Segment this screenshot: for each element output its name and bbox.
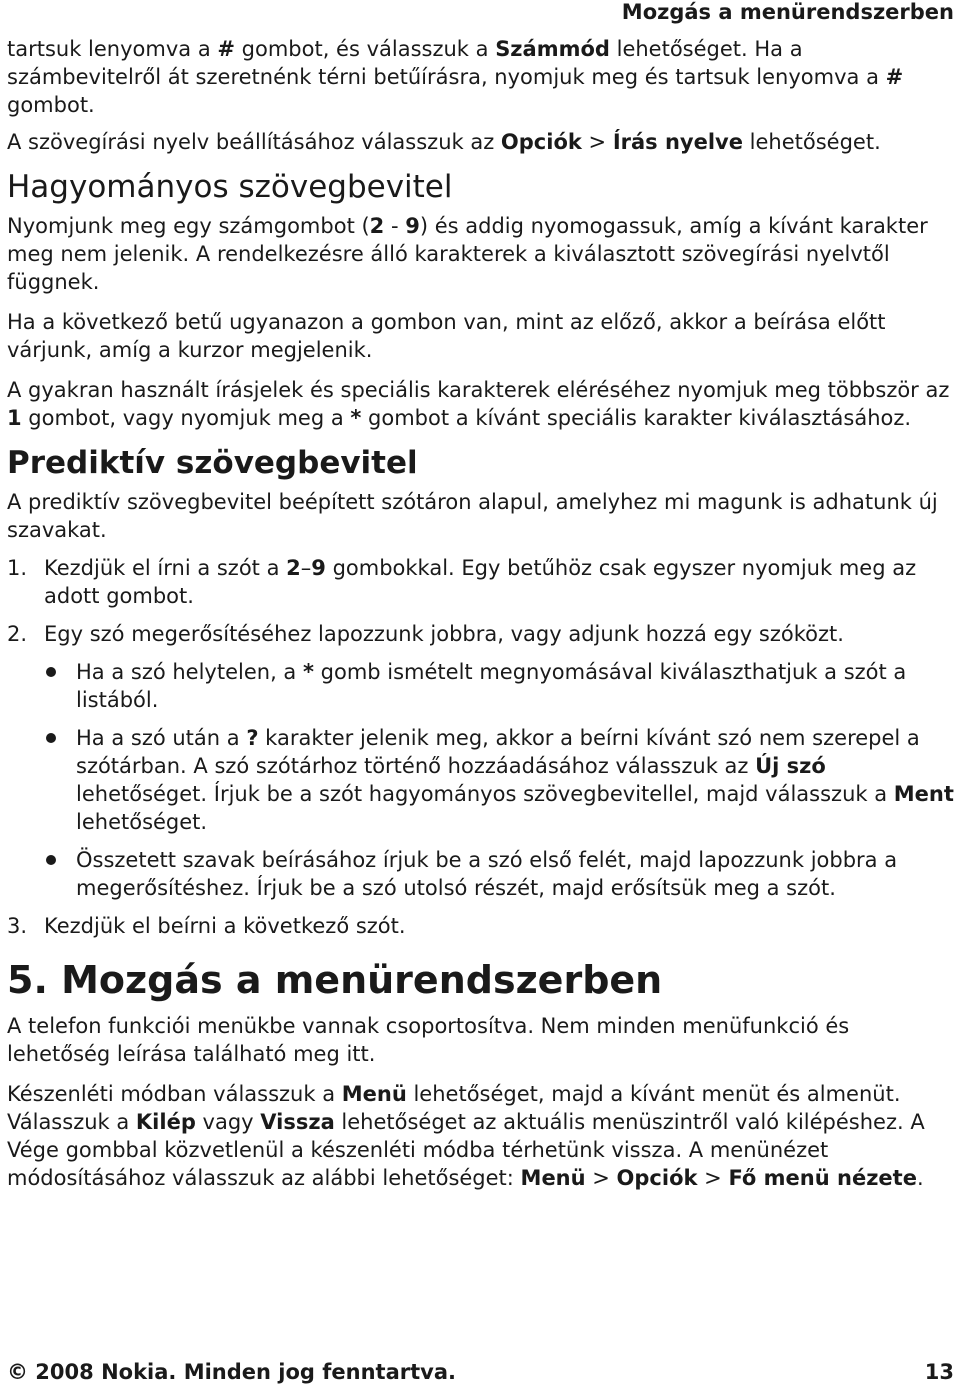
bullet-item-1 (7, 658, 955, 714)
bold-term: * (302, 660, 314, 684)
bold-term: Menü (341, 1082, 407, 1106)
intro-paragraph-1 (7, 35, 955, 119)
text-run: – (300, 556, 312, 580)
text-run: karakter jelenik meg, akkor a beírni kívánt szó nem szerepel a szótárban. A szó szótárhoz történő hozzáadásához válasszuk az (76, 726, 920, 778)
text-run: gombot, és válasszuk a (234, 37, 496, 61)
step-1 (7, 554, 955, 610)
bold-term: 9 (405, 214, 420, 238)
bullet-text (76, 726, 954, 834)
text-run: Összetett szavak beírásához írjuk be a szó első felét, majd lapozzunk jobbra a megerősítéshez. Írjuk be a szó utolsó részét, majd erősítsük meg a szót. (76, 848, 898, 900)
text-run: ) és addig nyomogassuk, amíg a kívánt karakter meg nem jelenik. A rendelkezésre álló karakterek a kiválasztott szövegírási nyelvtől függnek. (7, 214, 928, 294)
text-run: lehetőséget. Ha a számbevitelről át szeretnénk térni betűírásra, nyomjuk meg és tartsuk lenyomva a (7, 37, 886, 89)
bold-term: 2 (369, 214, 385, 238)
section-title-predictive: Prediktív szövegbevitel (7, 445, 418, 481)
text-run: tartsuk lenyomva a (7, 37, 218, 61)
text-run: vagy (195, 1110, 261, 1134)
bullet-dot-icon (46, 667, 56, 677)
step-text (44, 556, 916, 608)
section-title-traditional: Hagyományos szövegbevitel (7, 169, 453, 205)
text-run: - (384, 214, 406, 238)
step-2 (7, 620, 955, 648)
copyright-text: © 2008 Nokia. Minden jog fenntartva. (7, 1360, 456, 1384)
step-number: 2. (7, 622, 28, 646)
text-run: Kezdjük el írni a szót a (44, 556, 287, 580)
chapter-paragraph-1 (7, 1012, 955, 1068)
text-run: . (916, 1166, 924, 1190)
page-footer (7, 1359, 954, 1385)
bullet-item-2 (7, 724, 955, 836)
bold-term: 9 (311, 556, 326, 580)
bold-term: Írás nyelve (612, 130, 743, 154)
text-run: lehetőséget. (742, 130, 881, 154)
bold-term: Kilép (135, 1110, 196, 1134)
text-run: A gyakran használt írásjelek és speciális karakterek eléréséhez nyomjuk meg többször az (7, 378, 950, 402)
bullet-text (76, 848, 897, 900)
text-run: A szövegírási nyelv beállításához válasszuk az (7, 130, 501, 154)
bullet-dot-icon (46, 855, 56, 865)
traditional-paragraph-3 (7, 376, 955, 432)
text-run: Ha a szó után a (76, 726, 247, 750)
predictive-paragraph-1 (7, 488, 955, 544)
text-run: lehetőséget. (76, 810, 208, 834)
traditional-paragraph-2 (7, 308, 955, 364)
bold-term: Opciók (616, 1166, 698, 1190)
bold-term: Vissza (260, 1110, 335, 1134)
running-header: Mozgás a menürendszerben (621, 0, 954, 24)
chapter-title: 5. Mozgás a menürendszerben (7, 958, 663, 1002)
step-text (44, 914, 406, 938)
bullet-dot-icon (46, 733, 56, 743)
text-run: Ha a következő betű ugyanazon a gombon van, mint az előző, akkor a beírása előtt várjunk, amíg a kurzor megjelenik. (7, 310, 886, 362)
text-run: > (697, 1166, 729, 1190)
text-run: > (585, 1166, 617, 1190)
bold-term: ? (246, 726, 259, 750)
intro-paragraph-2 (7, 128, 955, 156)
text-run: Ha a szó helytelen, a (76, 660, 303, 684)
text-run: lehetőséget. Írjuk be a szót hagyományos szövegbevitellel, majd válasszuk a (76, 782, 894, 806)
bullet-item-3 (7, 846, 955, 902)
bold-term: Ment (893, 782, 954, 806)
bullet-text (76, 660, 906, 712)
text-run: Kezdjük el beírni a következő szót. (44, 914, 406, 938)
text-run: lehetőséget, majd a kívánt menüt és almenüt. Válasszuk a (7, 1082, 901, 1134)
text-run: gombot. (7, 93, 95, 117)
step-text (44, 622, 844, 646)
traditional-paragraph-1 (7, 212, 955, 296)
step-number: 3. (7, 914, 28, 938)
bold-term: Új szó (755, 754, 826, 778)
bold-term: Opciók (500, 130, 582, 154)
text-run: gombot, vagy nyomjuk meg a (21, 406, 351, 430)
text-run: A telefon funkciói menükbe vannak csoportosítva. Nem minden menüfunkció és lehetőség leírása található meg itt. (7, 1014, 850, 1066)
bold-term: Menü (520, 1166, 586, 1190)
bold-term: 2 (286, 556, 301, 580)
chapter-paragraph-2 (7, 1080, 955, 1192)
text-run: > (581, 130, 613, 154)
text-run: gomb ismételt megnyomásával kiválaszthatjuk a szót a listából. (76, 660, 907, 712)
bold-term: 1 (7, 406, 22, 430)
bold-term: * (350, 406, 362, 430)
page-content (7, 35, 955, 1192)
bold-term: Fő menü nézete (728, 1166, 917, 1190)
bold-term: # (217, 37, 235, 61)
step-3 (7, 912, 955, 940)
text-run: Egy szó megerősítéséhez lapozzunk jobbra, vagy adjunk hozzá egy szóközt. (44, 622, 844, 646)
text-run: lehetőséget az aktuális menüszintről való kilépéshez. A Vége gombbal közvetlenül a készenléti módba térhetünk vissza. A menünézet módosításához válasszuk az alábbi lehetőséget: (7, 1110, 925, 1190)
text-run: gombot a kívánt speciális karakter kiválasztásához. (361, 406, 912, 430)
text-run: Készenléti módban válasszuk a (7, 1082, 342, 1106)
page-number: 13 (924, 1360, 954, 1384)
text-run: A prediktív szövegbevitel beépített szótáron alapul, amelyhez mi magunk is adhatunk új szavakat. (7, 490, 938, 542)
bold-term: Számmód (495, 37, 610, 61)
bold-term: # (885, 65, 904, 89)
text-run: gombokkal. Egy betűhöz csak egyszer nyomjuk meg az adott gombot. (44, 556, 917, 608)
step-number: 1. (7, 556, 28, 580)
text-run: Nyomjunk meg egy számgombot ( (7, 214, 370, 238)
